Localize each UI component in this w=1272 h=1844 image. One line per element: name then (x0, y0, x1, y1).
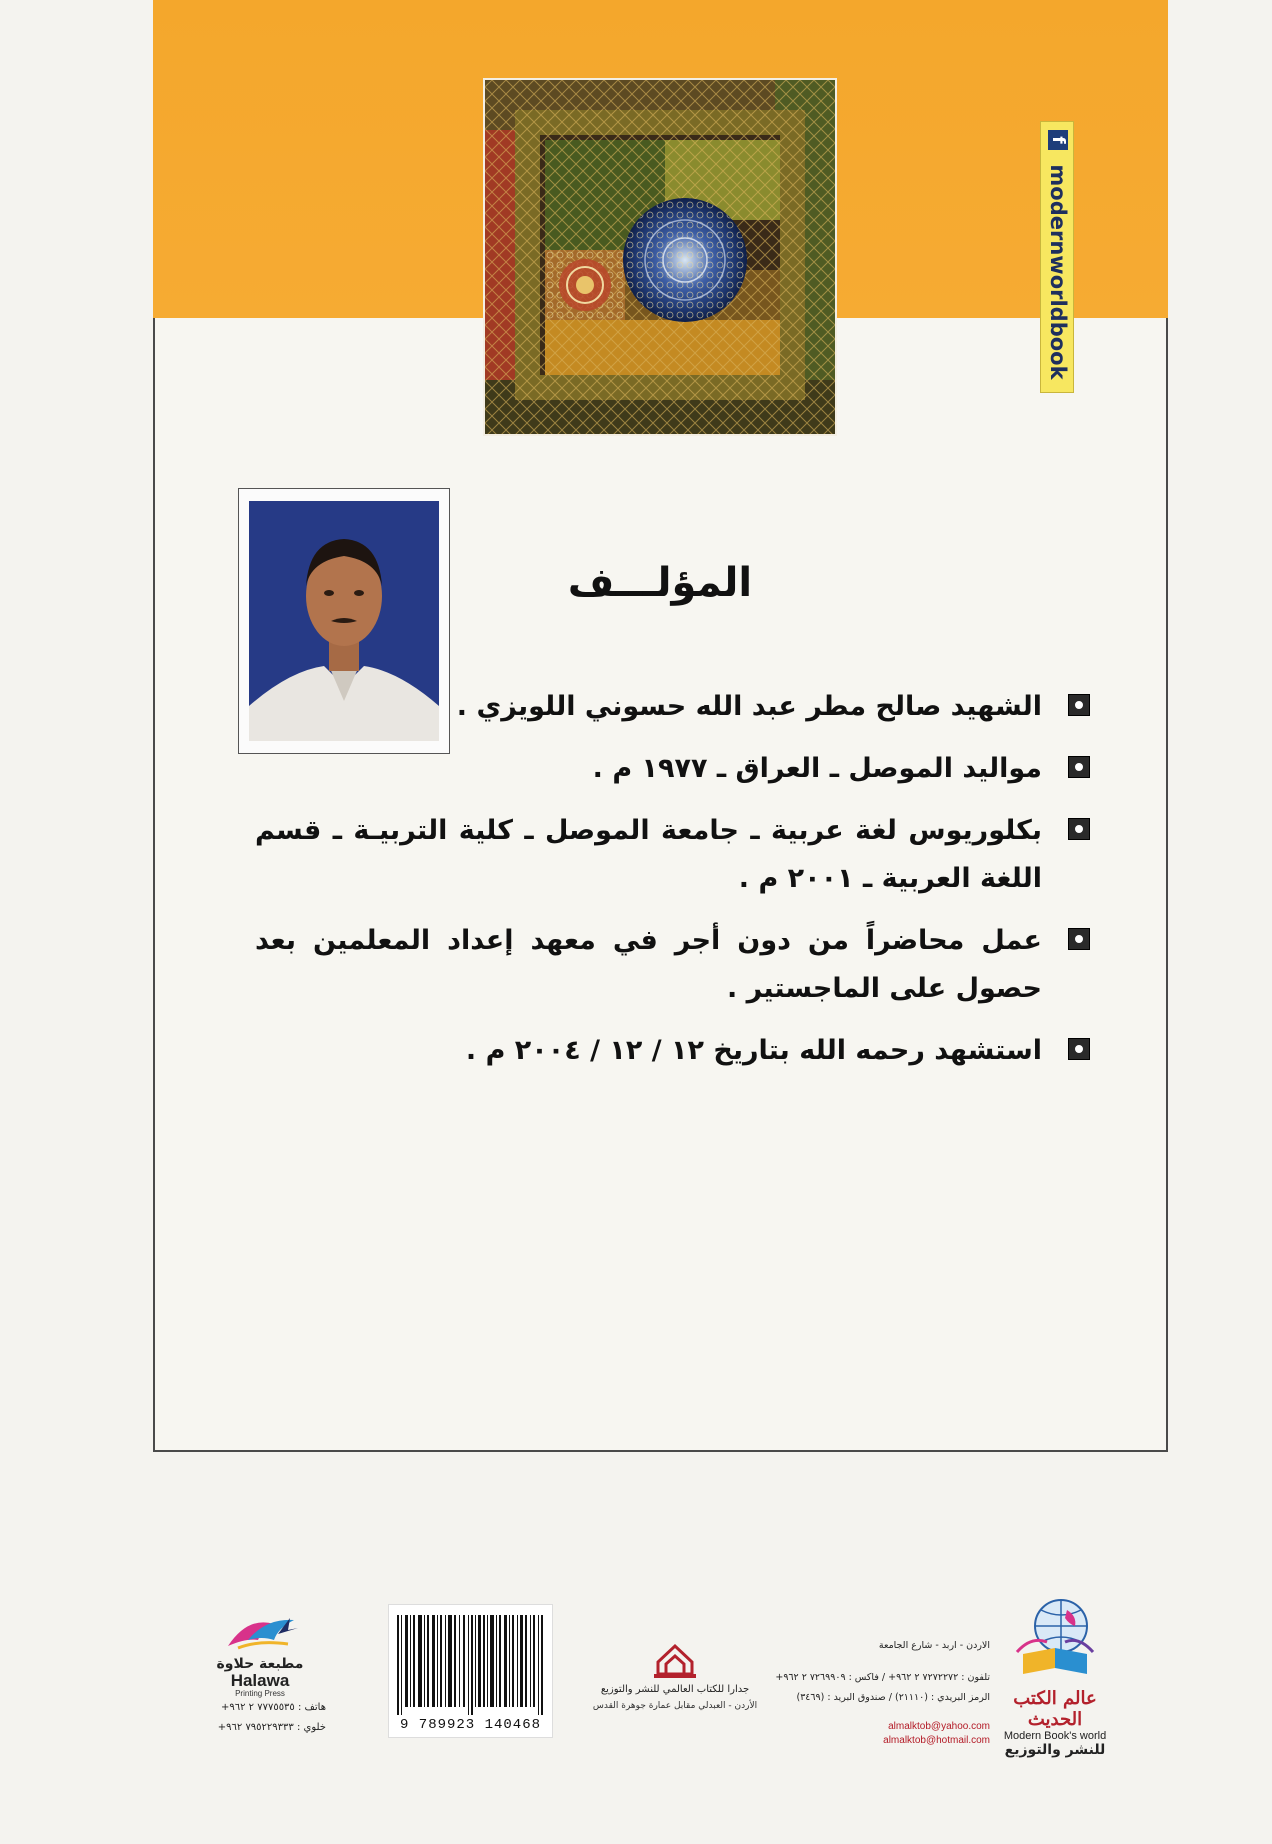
publisher-address: الاردن - اربد - شارع الجامعة (878, 1640, 990, 1651)
facebook-icon: f (1048, 130, 1068, 150)
isbn-barcode (388, 1604, 553, 1738)
bullet-icon (1068, 928, 1090, 950)
barcode-bars (397, 1615, 545, 1715)
spacer (780, 1708, 990, 1720)
bio-text: عمل محاضراً من دون أجر في معهد إعداد المعلمين بعد حصول على الماجستير . (255, 925, 1042, 1004)
distributor-address: الأردن - العبدلي مقابل عمارة جوهرة القدس (592, 1701, 758, 1711)
printer-mobile: خلوي : ٧٩٥٢٢٩٣٣٣ ٩٦٢+ (217, 1722, 326, 1733)
publisher-brand-en: Modern Book's world (1003, 1730, 1107, 1742)
printer-contacts (196, 1698, 326, 1738)
publisher-email-yahoo[interactable]: almalktob@yahoo.com (888, 1721, 990, 1732)
printer-phone: هاتف : ٧٧٧٥٥٣٥ ٢ ٩٦٢+ (220, 1702, 326, 1713)
facebook-handle: modernworldbook (1046, 164, 1070, 380)
isbn-number: 9 789923 140468 (399, 1717, 542, 1733)
bio-item (255, 1027, 1090, 1075)
publisher-email-hotmail[interactable]: almalktob@hotmail.com (883, 1735, 990, 1746)
publisher-logo-block (990, 1596, 1120, 1758)
bullet-icon (1068, 694, 1090, 716)
author-bio-list (255, 683, 1090, 1089)
spacer (780, 1656, 990, 1668)
bullet-icon (1068, 818, 1090, 840)
bio-item (255, 917, 1090, 1013)
bio-item (255, 683, 1090, 731)
distributor-name: جدارا للكتاب العالمي للنشر والتوزيع (600, 1684, 750, 1695)
printer-subtitle: Printing Press (235, 1689, 285, 1698)
bio-text: بكلوريوس لغة عربية ـ جامعة الموصل ـ كلية التربيـة ـ قسم اللغة العربية ـ ٢٠٠١ م . (255, 815, 1042, 894)
publisher-postal: الرمز البريدي : (٢١١١٠) / صندوق البريد : (٣٤٦٩) (796, 1692, 990, 1703)
printer-name-ar: مطبعة حلاوة (216, 1656, 304, 1672)
cover-artwork (483, 78, 837, 436)
publisher-contact-info (775, 1636, 990, 1748)
distributor-block (580, 1640, 770, 1711)
facebook-handle-tag[interactable] (1040, 121, 1074, 393)
publisher-tagline: للنشر والتوزيع (1004, 1742, 1106, 1758)
printer-logo-block (200, 1610, 320, 1698)
publisher-brand-ar: عالم الكتب الحديث (1013, 1688, 1097, 1730)
halawa-logo-icon (218, 1610, 302, 1654)
bio-text: الشهيد صالح مطر عبد الله حسوني اللويزي . (456, 691, 1042, 722)
printer-name-en: Halawa (230, 1671, 290, 1690)
jadara-logo-icon (652, 1640, 698, 1680)
bullet-icon (1068, 756, 1090, 778)
bio-text: مواليد الموصل ـ العراق ـ ١٩٧٧ م . (592, 753, 1042, 784)
section-title: المؤلـــف (567, 560, 753, 606)
bio-item (255, 745, 1090, 793)
publisher-phone-fax: تلفون : ٧٢٧٢٢٧٢ ٢ ٩٦٢+ / فاكس : ٧٢٦٩٩٠٩ ٢ ٩٦٢+ (775, 1672, 990, 1683)
bio-text: استشهد رحمه الله بتاريخ ١٢ / ١٢ / ٢٠٠٤ م . (465, 1035, 1042, 1066)
bio-item (255, 807, 1090, 903)
bullet-icon (1068, 1038, 1090, 1060)
globe-book-logo-icon (995, 1596, 1115, 1692)
